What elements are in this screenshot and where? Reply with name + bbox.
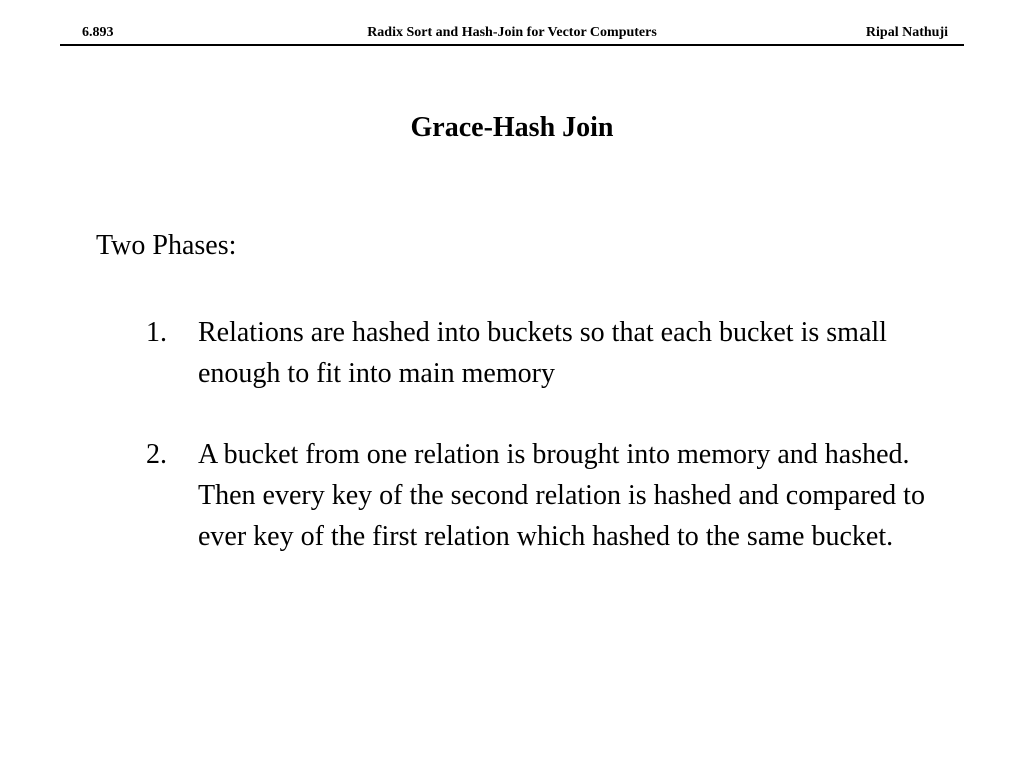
list-item-text: Relations are hashed into buckets so that each bucket is small enough to fit into main memory xyxy=(198,317,887,389)
list-item xyxy=(146,434,946,557)
intro-text: Two Phases: xyxy=(96,230,237,261)
list-item-number: 1. xyxy=(146,317,167,348)
list-item-text: A bucket from one relation is brought into memory and hashed. Then every key of the second relation is hashed and compared to ever key of the first relation which hashed to the same bucket. xyxy=(198,439,925,552)
list-item-number: 2. xyxy=(146,439,167,470)
header-course-number: 6.893 xyxy=(82,25,114,40)
slide-header xyxy=(60,24,964,46)
header-author: Ripal Nathuji xyxy=(865,25,948,40)
header-topic: Radix Sort and Hash-Join for Vector Computers xyxy=(367,25,657,40)
slide-title: Grace-Hash Join xyxy=(410,112,614,143)
list-item xyxy=(146,312,946,394)
